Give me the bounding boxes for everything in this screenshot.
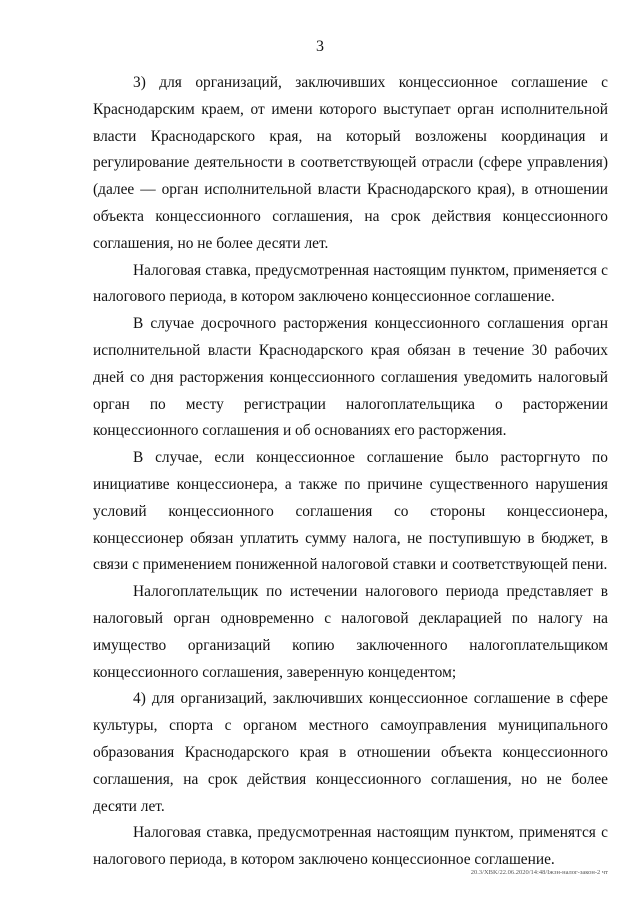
paragraph-item-4-culture-sport: 4) для организаций, заключивших концессионное соглашение в сфере культуры, спорта с органом местного самоуправления муниципального образования Краснодарского края в отношении объекта концессионного соглашения, на срок действия концессионного соглашения, но не более десяти лет. xyxy=(93,690,608,815)
paragraph-concessionaire-initiative: В случае, если концессионное соглашение было расторгнуто по инициативе концессионера, а также по причине существенного нарушения условий концессионного соглашения со стороны концессионера, концессионер обязан уплатить сумму налога, не поступившую в бюджет, в связи с применением пониженной налоговой ставки и соответствующей пени. xyxy=(93,449,608,574)
page-number: 3 xyxy=(316,38,324,55)
document-footer-code: 20.3/XBK/22.06.2020/14:48/Іжзн-налог-закон-2 чт xyxy=(470,869,608,876)
paragraph-item-3-concession-krasnodar-krai: 3) для организаций, заключивших концессионное соглашение с Краснодарским краем, от имени которого выступает орган исполнительной власти Краснодарского края, на который возложены координация и регулирование деятельности в соответствующей отрасли (сфере управления) (далее — орган исполнительной власти Краснодарского края), в отношении объекта концессионного соглашения, на срок действия концессионного соглашения, но не более десяти лет. xyxy=(93,74,608,252)
paragraph-early-termination: В случае досрочного расторжения концессионного соглашения орган исполнительной власти Краснодарского края обязан в течение 30 рабочих дней со дня расторжения концессионного соглашения уведомить налоговый орган по месту регистрации налогоплательщика о расторжении концессионного соглашения и об основаниях его расторжения. xyxy=(93,315,608,440)
paragraph-taxpayer-submission: Налогоплательщик по истечении налогового периода представляет в налоговый орган одновременно с налоговой декларацией по налогу на имущество организаций копию заключенного налогоплательщиком концессионного соглашения, заверенную концедентом; xyxy=(93,583,608,681)
paragraph-tax-rate-application: Налоговая ставка, предусмотренная настоящим пунктом, применяется с налогового периода, в котором заключено концессионное соглашение. xyxy=(93,261,608,306)
paragraph-tax-rate-application-2: Налоговая ставка, предусмотренная настоящим пунктом, применятся с налогового периода, в котором заключено концессионное соглашение. xyxy=(93,824,608,869)
document-body xyxy=(93,70,608,874)
